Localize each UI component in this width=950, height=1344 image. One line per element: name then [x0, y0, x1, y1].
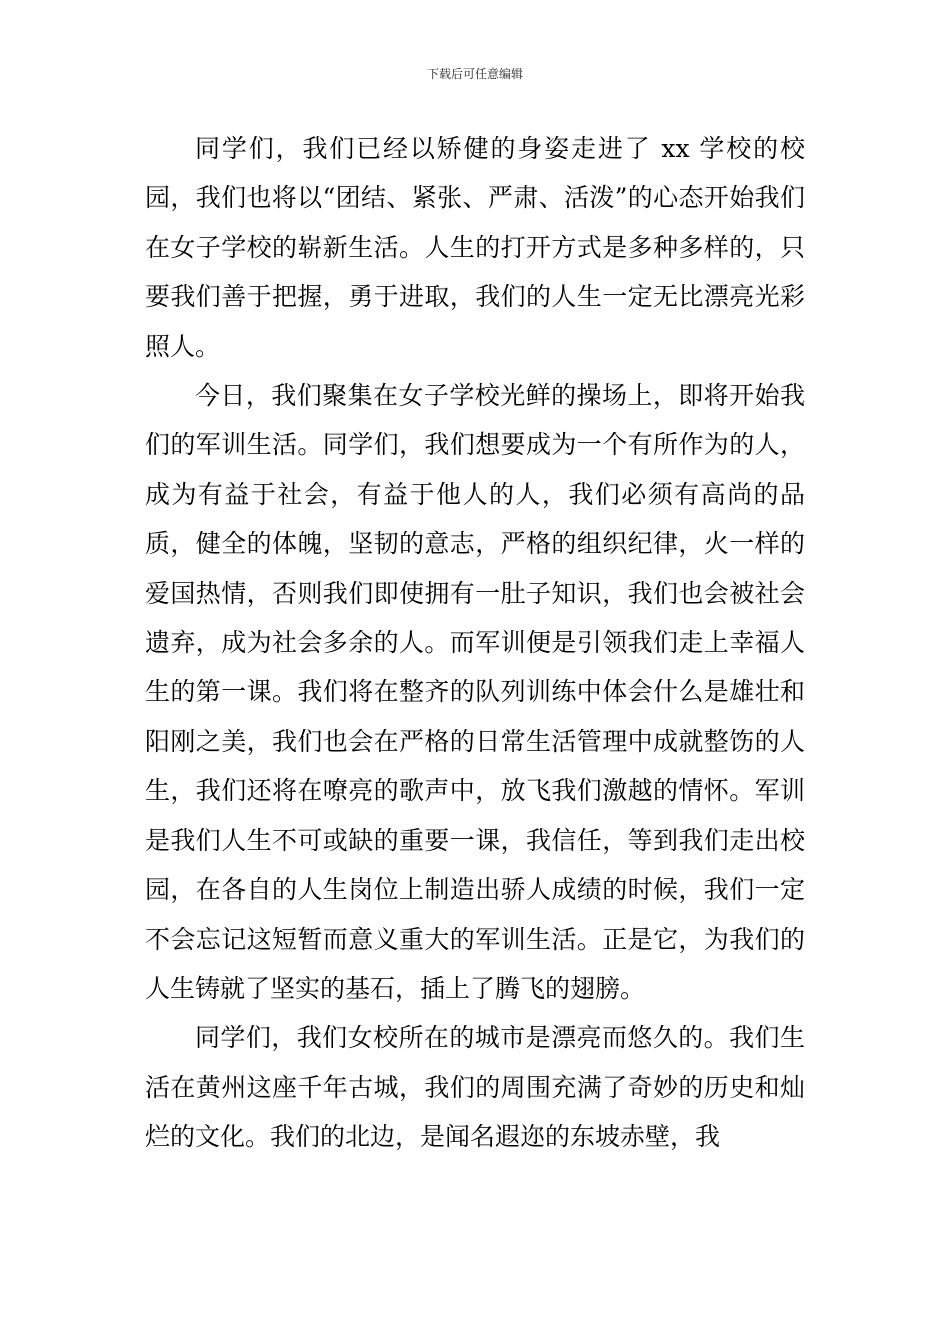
paragraph: 今日，我们聚集在女子学校光鲜的操场上，即将开始我们的军训生活。同学们，我们想要成为一个有所作为的人，成为有益于社会，有益于他人的人，我们必须有高尚的品质，健全的体魄，坚韧的意志，严格的组织纪律，火一样的爱国热情，否则我们即使拥有一肚子知识，我们也会被社会遗弃，成为社会多余的人。而军训便是引领我们走上幸福人生的第一课。我们将在整齐的队列训练中体会什么是雄壮和阳刚之美，我们也会在严格的日常生活管理中成就整饬的人生，我们还将在嘹亮的歌声中，放飞我们激越的情怀。军训是我们人生不可或缺的重要一课，我信任，等到我们走出校园，在各自的人生岗位上制造出骄人成绩的时候，我们一定不会忘记这短暂而意义重大的军训生活。正是它，为我们的人生铸就了坚实的基石，插上了腾飞的翅膀。: [145, 381, 805, 1003]
page-header: 下载后可任意编辑: [426, 67, 523, 81]
paragraph: 同学们，我们已经以矫健的身姿走进了 xx 学校的校园，我们也将以“团结、紧张、严肃、活泼”的心态开始我们在女子学校的崭新生活。人生的打开方式是多种多样的，只要我们善于把握，勇于进取，我们的人生一定无比漂亮光彩照人。: [145, 134, 805, 361]
paragraph: 同学们，我们女校所在的城市是漂亮而悠久的。我们生活在黄州这座千年古城，我们的周围充满了奇妙的历史和灿烂的文化。我们的北边，是闻名遐迩的东坡赤壁，我: [145, 1023, 805, 1152]
document-body: [145, 124, 805, 1162]
